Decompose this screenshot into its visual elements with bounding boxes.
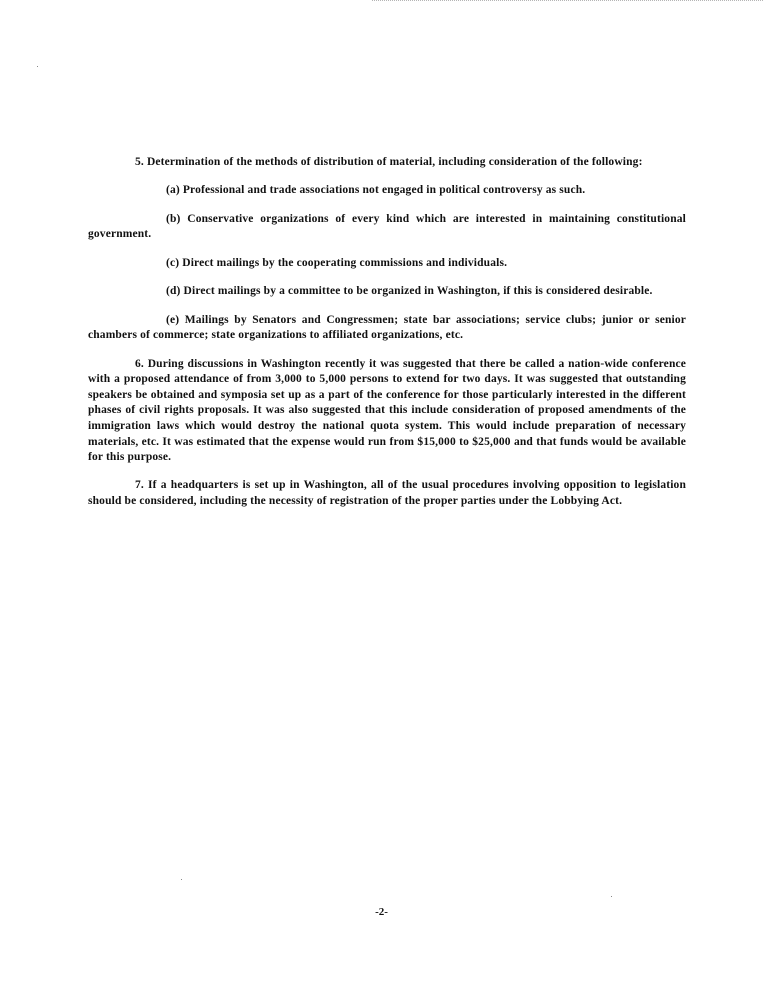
paragraph-5e: (e) Mailings by Senators and Congressmen; state bar associations; service clubs; junior or senior chambers of commerce; state organizations to affiliated organizations, etc. (88, 313, 686, 342)
paragraph-5a: (a) Professional and trade associations not engaged in political controversy as such. (166, 184, 586, 197)
paragraph-7: 7. If a headquarters is set up in Washington, all of the usual procedures involving opposition to legislation should be considered, including the necessity of registration of the proper parties under the Lobbying Act. (88, 479, 686, 508)
scan-edge-dots (372, 0, 763, 3)
paragraph-5b: (b) Conservative organizations of every kind which are interested in maintaining constitutional government. (88, 212, 686, 241)
paragraph-6: 6. During discussions in Washington recently it was suggested that there be called a nation-wide conference with a proposed attendance of from 3,000 to 5,000 persons to extend for two days. It was suggested that outstanding speakers be obtained and symposia set up as a part of the conference for those particularly interested in the different phases of civil rights proposals. It was also suggested that this include consideration of proposed amendments of the immigration laws which would destroy the national quota system. This would include preparation of necessary materials, etc. It was estimated that the expense would run from $15,000 to $25,000 and that funds would be available for this purpose. (88, 357, 686, 464)
paragraph-5d: (d) Direct mailings by a committee to be organized in Washington, if this is considered desirable. (166, 285, 653, 298)
paragraph-5: 5. Determination of the methods of distribution of material, including consideration of the following: (135, 156, 643, 168)
scan-speck (37, 66, 38, 67)
scan-speck (611, 896, 612, 897)
page-number: -2- (375, 906, 388, 918)
scan-speck (181, 879, 182, 880)
paragraph-5c: (c) Direct mailings by the cooperating commissions and individuals. (166, 256, 508, 269)
document-body (88, 155, 686, 522)
